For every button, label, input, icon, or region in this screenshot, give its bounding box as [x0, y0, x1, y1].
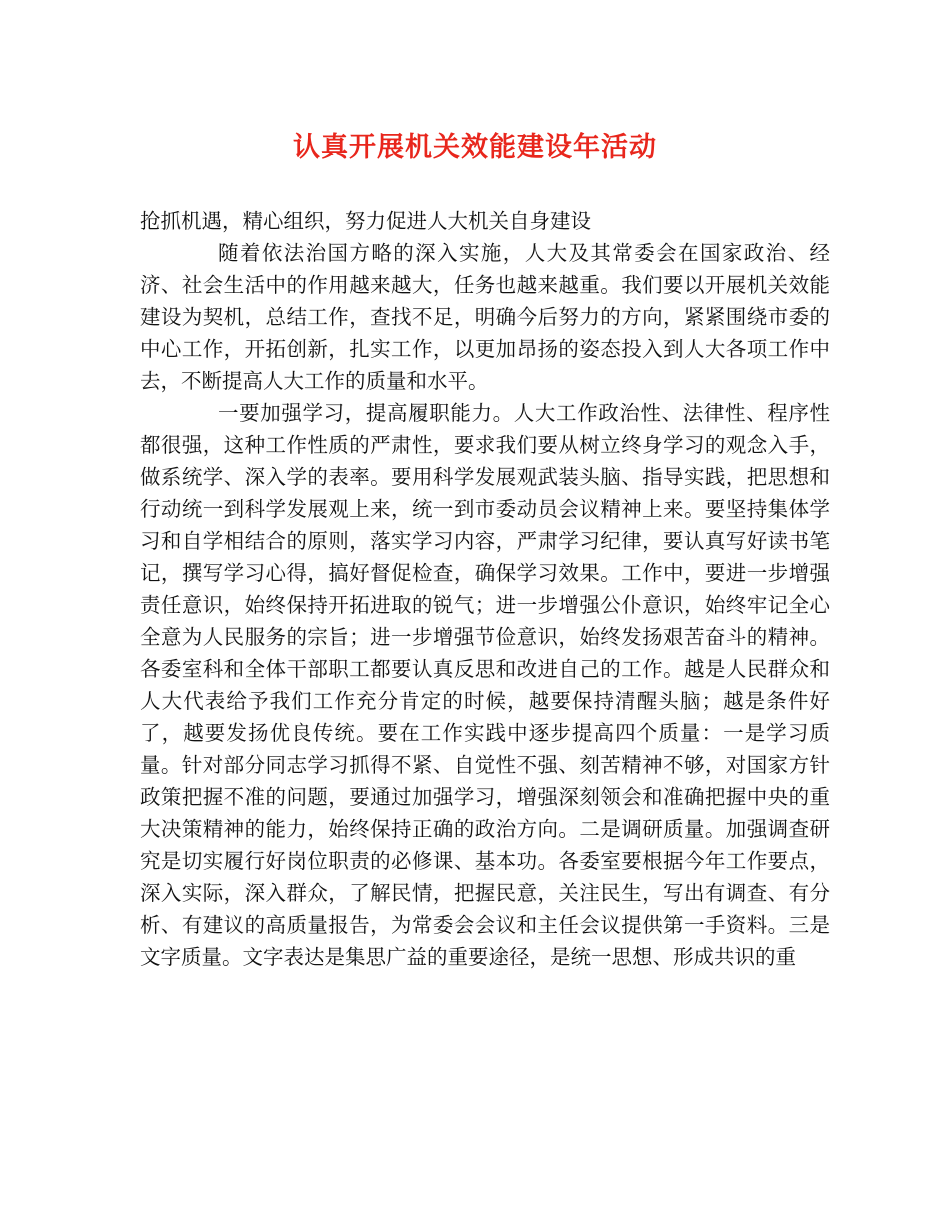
- document-body: [140, 205, 830, 973]
- paragraph-1: 随着依法治国方略的深入实施，人大及其常委会在国家政治、经济、社会生活中的作用越来越大，任务也越来越重。我们要以开展机关效能建设为契机，总结工作，查找不足，明确今后努力的方向，紧紧围绕市委的中心工作，开拓创新，扎实工作，以更加昂扬的姿态投入到人大各项工作中去，不断提高人大工作的质量和水平。: [140, 241, 830, 393]
- document-title: 认真开展机关效能建设年活动: [293, 132, 657, 163]
- paragraph-2: 一要加强学习，提高履职能力。人大工作政治性、法律性、程序性都很强，这种工作性质的严肃性，要求我们要从树立终身学习的观念入手，做系统学、深入学的表率。要用科学发展观武装头脑、指导实践，把思想和行动统一到科学发展观上来，统一到市委动员会议精神上来。要坚持集体学习和自学相结合的原则，落实学习内容，严肃学习纪律，要认真写好读书笔记，撰写学习心得，搞好督促检查，确保学习效果。工作中，要进一步增强责任意识，始终保持开拓进取的锐气；进一步增强公仆意识，始终牢记全心全意为人民服务的宗旨；进一步增强节俭意识，始终发扬艰苦奋斗的精神。各委室科和全体干部职工都要认真反思和改进自己的工作。越是人民群众和人大代表给予我们工作充分肯定的时候，越要保持清醒头脑；越是条件好了，越要发扬优良传统。要在工作实践中逐步提高四个质量：一是学习质量。针对部分同志学习抓得不紧、自觉性不强、刻苦精神不够，对国家方针政策把握不准的问题，要通过加强学习，增强深刻领会和准确把握中央的重大决策精神的能力，始终保持正确的政治方向。二是调研质量。加强调查研究是切实履行好岗位职责的必修课、基本功。各委室要根据今年工作要点，深入实际，深入群众，了解民情，把握民意，关注民生，写出有调查、有分析、有建议的高质量报告，为常委会会议和主任会议提供第一手资料。三是文字质量。文字表达是集思广益的重要途径，是统一思想、形成共识的重: [140, 401, 830, 969]
- document-subtitle: 抢抓机遇，精心组织，努力促进人大机关自身建设: [140, 209, 591, 233]
